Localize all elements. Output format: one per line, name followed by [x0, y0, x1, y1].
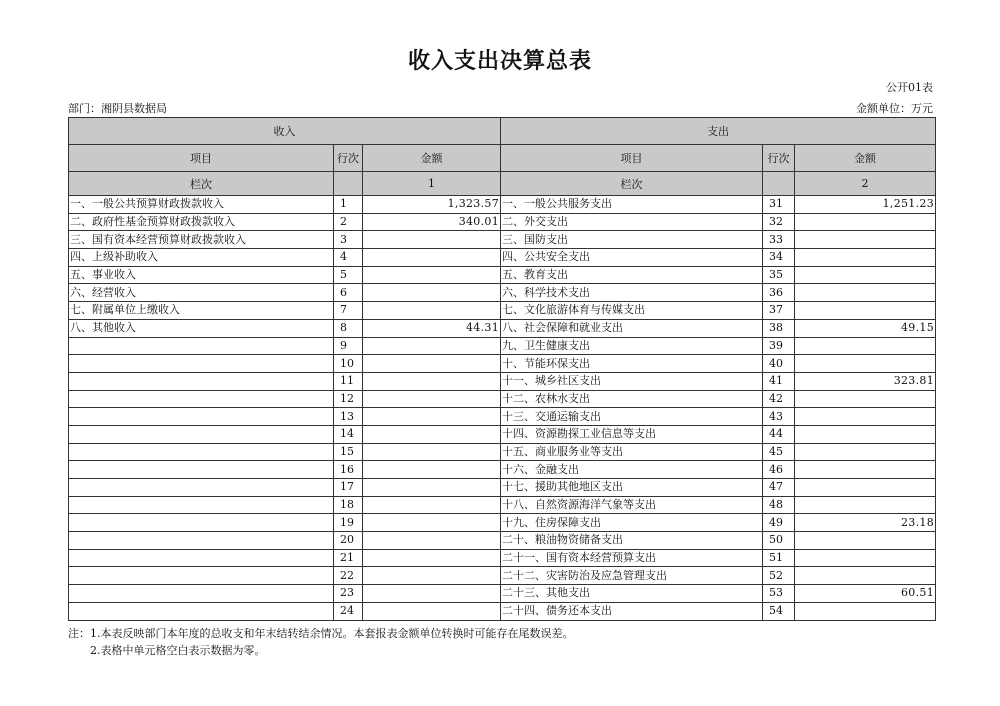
expense-item-cell: 九、卫生健康支出 — [501, 337, 763, 355]
form-number: 公开01表 — [886, 81, 933, 94]
expense-item-cell: 三、国防支出 — [501, 231, 763, 249]
table-row — [69, 567, 936, 585]
income-item-cell — [69, 479, 334, 497]
expense-line-cell: 46 — [763, 461, 795, 479]
expense-item-cell: 十三、交通运输支出 — [501, 408, 763, 426]
expense-amount-cell — [795, 549, 936, 567]
income-line-cell: 13 — [334, 408, 363, 426]
income-amount-cell — [363, 266, 501, 284]
expense-item-header: 项目 — [501, 145, 763, 172]
table-row — [69, 443, 936, 461]
expense-amount-cell: 49.15 — [795, 319, 936, 337]
table-row — [69, 461, 936, 479]
expense-amount-cell — [795, 231, 936, 249]
income-amount-cell — [363, 532, 501, 550]
expense-amount-cell: 23.18 — [795, 514, 936, 532]
income-amount-cell — [363, 567, 501, 585]
income-amount-cell — [363, 408, 501, 426]
expense-line-cell: 38 — [763, 319, 795, 337]
income-amount-cell — [363, 514, 501, 532]
expense-amount-cell — [795, 532, 936, 550]
income-item-cell: 七、附属单位上缴收入 — [69, 302, 334, 320]
expense-line-cell: 49 — [763, 514, 795, 532]
expense-amount-cell — [795, 461, 936, 479]
expense-amount-cell — [795, 602, 936, 620]
expense-amount-cell — [795, 266, 936, 284]
expense-line-cell: 39 — [763, 337, 795, 355]
income-item-cell — [69, 408, 334, 426]
table-row — [69, 231, 936, 249]
department-label: 部门：湘阴县数据局 — [68, 102, 167, 115]
table-row — [69, 355, 936, 373]
expense-line-cell: 36 — [763, 284, 795, 302]
income-item-cell — [69, 514, 334, 532]
expense-line-cell: 51 — [763, 549, 795, 567]
income-amount-cell — [363, 585, 501, 603]
expense-line-cell: 53 — [763, 585, 795, 603]
income-item-cell — [69, 355, 334, 373]
expense-column-number: 2 — [795, 172, 936, 196]
table-row — [69, 196, 936, 214]
expense-line-cell: 54 — [763, 602, 795, 620]
income-line-cell: 4 — [334, 249, 363, 267]
expense-line-cell: 32 — [763, 213, 795, 231]
income-line-cell: 8 — [334, 319, 363, 337]
income-line-cell: 10 — [334, 355, 363, 373]
income-line-cell: 16 — [334, 461, 363, 479]
expense-item-cell: 十一、城乡社区支出 — [501, 372, 763, 390]
expense-item-cell: 七、文化旅游体育与传媒支出 — [501, 302, 763, 320]
expense-amount-cell: 323.81 — [795, 372, 936, 390]
expense-line-cell: 40 — [763, 355, 795, 373]
income-column-blank — [334, 172, 363, 196]
expense-amount-cell — [795, 567, 936, 585]
expense-amount-cell: 60.51 — [795, 585, 936, 603]
table-row — [69, 372, 936, 390]
income-line-cell: 12 — [334, 390, 363, 408]
income-amount-cell: 1,323.57 — [363, 196, 501, 214]
expense-item-cell: 十二、农林水支出 — [501, 390, 763, 408]
income-amount-cell — [363, 355, 501, 373]
expense-line-cell: 43 — [763, 408, 795, 426]
expense-column-blank — [763, 172, 795, 196]
income-line-cell: 15 — [334, 443, 363, 461]
expense-line-cell: 41 — [763, 372, 795, 390]
table-body — [69, 196, 936, 621]
income-item-cell — [69, 567, 334, 585]
income-item-header: 项目 — [69, 145, 334, 172]
expense-item-cell: 二十、粮油物资储备支出 — [501, 532, 763, 550]
income-line-cell: 24 — [334, 602, 363, 620]
expense-item-cell: 二十一、国有资本经营预算支出 — [501, 549, 763, 567]
income-column-number: 1 — [363, 172, 501, 196]
income-line-cell: 2 — [334, 213, 363, 231]
income-amount-cell — [363, 372, 501, 390]
income-amount-cell — [363, 602, 501, 620]
expense-amount-cell — [795, 479, 936, 497]
expense-amount-cell — [795, 302, 936, 320]
expense-item-cell: 八、社会保障和就业支出 — [501, 319, 763, 337]
table-row — [69, 249, 936, 267]
expense-amount-cell — [795, 337, 936, 355]
income-line-cell: 20 — [334, 532, 363, 550]
expense-header: 支出 — [501, 118, 936, 145]
expense-line-cell: 33 — [763, 231, 795, 249]
table-row — [69, 585, 936, 603]
expense-item-cell: 二十四、债务还本支出 — [501, 602, 763, 620]
expense-amount-cell — [795, 425, 936, 443]
table-row — [69, 408, 936, 426]
income-line-cell: 19 — [334, 514, 363, 532]
income-item-cell: 二、政府性基金预算财政拨款收入 — [69, 213, 334, 231]
income-amount-cell — [363, 461, 501, 479]
expense-line-cell: 34 — [763, 249, 795, 267]
income-line-cell: 9 — [334, 337, 363, 355]
income-item-cell: 一、一般公共预算财政拨款收入 — [69, 196, 334, 214]
income-line-header: 行次 — [334, 145, 363, 172]
income-expense-table — [68, 117, 936, 621]
table-row — [69, 302, 936, 320]
income-line-cell: 18 — [334, 496, 363, 514]
income-amount-cell — [363, 337, 501, 355]
expense-line-cell: 50 — [763, 532, 795, 550]
table-row — [69, 319, 936, 337]
expense-item-cell: 十九、住房保障支出 — [501, 514, 763, 532]
income-item-cell: 五、事业收入 — [69, 266, 334, 284]
expense-line-cell: 44 — [763, 425, 795, 443]
income-amount-cell — [363, 425, 501, 443]
page-title: 收入支出决算总表 — [407, 48, 592, 74]
expense-line-cell: 48 — [763, 496, 795, 514]
expense-line-cell: 31 — [763, 196, 795, 214]
income-item-cell — [69, 443, 334, 461]
income-amount-cell: 340.01 — [363, 213, 501, 231]
expense-line-cell: 35 — [763, 266, 795, 284]
income-item-cell — [69, 372, 334, 390]
table-row — [69, 549, 936, 567]
income-amount-cell: 44.31 — [363, 319, 501, 337]
income-amount-cell — [363, 390, 501, 408]
income-item-cell — [69, 602, 334, 620]
income-line-cell: 3 — [334, 231, 363, 249]
table-row — [69, 337, 936, 355]
income-line-cell: 14 — [334, 425, 363, 443]
expense-line-cell: 42 — [763, 390, 795, 408]
expense-line-cell: 37 — [763, 302, 795, 320]
income-header: 收入 — [69, 118, 501, 145]
income-item-cell: 三、国有资本经营预算财政拨款收入 — [69, 231, 334, 249]
table-row — [69, 284, 936, 302]
expense-line-cell: 45 — [763, 443, 795, 461]
table-row — [69, 532, 936, 550]
expense-amount-cell — [795, 213, 936, 231]
expense-amount-header: 金额 — [795, 145, 936, 172]
income-item-cell: 八、其他收入 — [69, 319, 334, 337]
table-row — [69, 266, 936, 284]
expense-line-cell: 47 — [763, 479, 795, 497]
expense-item-cell: 十五、商业服务业等支出 — [501, 443, 763, 461]
income-item-cell: 六、经营收入 — [69, 284, 334, 302]
income-line-cell: 5 — [334, 266, 363, 284]
table-row — [69, 496, 936, 514]
expense-amount-cell — [795, 355, 936, 373]
expense-amount-cell — [795, 390, 936, 408]
income-column-label: 栏次 — [69, 172, 334, 196]
income-amount-cell — [363, 549, 501, 567]
expense-item-cell: 二、外交支出 — [501, 213, 763, 231]
income-item-cell — [69, 461, 334, 479]
income-line-cell: 6 — [334, 284, 363, 302]
expense-item-cell: 十七、援助其他地区支出 — [501, 479, 763, 497]
income-line-cell: 7 — [334, 302, 363, 320]
note-2: 2.表格中单元格空白表示数据为零。 — [90, 644, 266, 657]
expense-amount-cell — [795, 443, 936, 461]
income-line-cell: 1 — [334, 196, 363, 214]
income-amount-cell — [363, 496, 501, 514]
table-row — [69, 213, 936, 231]
expense-amount-cell — [795, 496, 936, 514]
income-item-cell — [69, 337, 334, 355]
income-line-cell: 21 — [334, 549, 363, 567]
income-line-cell: 17 — [334, 479, 363, 497]
expense-item-cell: 六、科学技术支出 — [501, 284, 763, 302]
expense-item-cell: 十八、自然资源海洋气象等支出 — [501, 496, 763, 514]
expense-item-cell: 二十三、其他支出 — [501, 585, 763, 603]
notes — [68, 625, 574, 659]
table-row — [69, 602, 936, 620]
income-item-cell: 四、上级补助收入 — [69, 249, 334, 267]
income-item-cell — [69, 585, 334, 603]
expense-item-cell: 二十二、灾害防治及应急管理支出 — [501, 567, 763, 585]
table-row — [69, 390, 936, 408]
expense-amount-cell: 1,251.23 — [795, 196, 936, 214]
expense-item-cell: 十六、金融支出 — [501, 461, 763, 479]
expense-amount-cell — [795, 408, 936, 426]
income-item-cell — [69, 532, 334, 550]
expense-item-cell: 十、节能环保支出 — [501, 355, 763, 373]
expense-item-cell: 十四、资源勘探工业信息等支出 — [501, 425, 763, 443]
expense-amount-cell — [795, 249, 936, 267]
expense-line-cell: 52 — [763, 567, 795, 585]
income-amount-cell — [363, 479, 501, 497]
income-amount-cell — [363, 302, 501, 320]
expense-item-cell: 四、公共安全支出 — [501, 249, 763, 267]
income-amount-cell — [363, 249, 501, 267]
expense-item-cell: 一、一般公共服务支出 — [501, 196, 763, 214]
expense-amount-cell — [795, 284, 936, 302]
income-amount-header: 金额 — [363, 145, 501, 172]
amount-unit-label: 金额单位：万元 — [856, 102, 933, 115]
income-amount-cell — [363, 284, 501, 302]
table-row — [69, 514, 936, 532]
income-line-cell: 22 — [334, 567, 363, 585]
table-row — [69, 425, 936, 443]
income-amount-cell — [363, 443, 501, 461]
expense-line-header: 行次 — [763, 145, 795, 172]
income-item-cell — [69, 496, 334, 514]
income-item-cell — [69, 425, 334, 443]
income-amount-cell — [363, 231, 501, 249]
income-line-cell: 11 — [334, 372, 363, 390]
expense-column-label: 栏次 — [501, 172, 763, 196]
expense-item-cell: 五、教育支出 — [501, 266, 763, 284]
note-1: 注：1.本表反映部门本年度的总收支和年末结转结余情况。本套报表金额单位转换时可能存在尾数误差。 — [68, 627, 574, 640]
table-row — [69, 479, 936, 497]
income-item-cell — [69, 549, 334, 567]
income-item-cell — [69, 390, 334, 408]
income-line-cell: 23 — [334, 585, 363, 603]
